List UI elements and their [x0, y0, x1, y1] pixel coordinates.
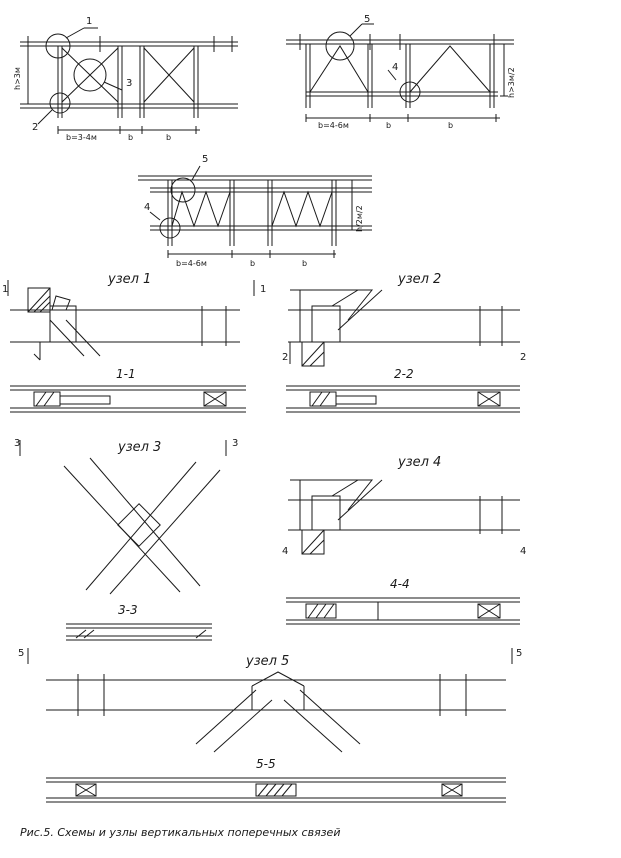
scheme-b-dim-b3: b [448, 121, 454, 130]
node-2-detail [288, 290, 520, 366]
scheme-a-dim-b2: b [128, 133, 134, 142]
node-4-detail [288, 480, 520, 554]
node-3-detail [20, 440, 226, 594]
figure-caption: Рис.5. Схемы и узлы вертикальных поперечных связей [20, 826, 341, 839]
callout-5-c: 5 [202, 154, 209, 165]
cut-marker-5-right: 5 [516, 648, 523, 659]
scheme-a-height-label: h>3м [13, 67, 22, 90]
cut-marker-2-left: 2 [282, 352, 289, 363]
cut-marker-1-right: 1 [260, 284, 267, 295]
callout-4-c: 4 [144, 202, 151, 213]
section-2-2 [286, 386, 520, 412]
node-5-title: узел 5 [246, 654, 290, 669]
section-4-4-title: 4-4 [390, 577, 410, 591]
section-5-5 [46, 778, 506, 802]
section-3-3-title: 3-3 [118, 603, 138, 617]
scheme-b [286, 24, 514, 122]
cut-marker-1-left: 1 [2, 284, 9, 295]
node-3-title: узел 3 [118, 440, 162, 455]
section-1-1-title: 1-1 [116, 367, 136, 381]
callout-1: 1 [86, 16, 93, 27]
cut-marker-4-left: 4 [282, 546, 289, 557]
scheme-a-dim-b1: b=3-4м [66, 133, 97, 142]
scheme-c-dim-b1: b=4-6м [176, 259, 207, 268]
node-2-title: узел 2 [398, 272, 442, 287]
scheme-b-dim-b2: b [386, 121, 392, 130]
callout-2: 2 [32, 122, 39, 133]
node-1-title: узел 1 [108, 272, 152, 287]
cut-marker-3-left: 3 [14, 438, 21, 449]
section-3-3 [66, 624, 212, 640]
section-5-5-title: 5-5 [256, 757, 276, 771]
scheme-c-dim-b2: b [250, 259, 256, 268]
node-4-title: узел 4 [398, 455, 442, 470]
cut-marker-3-right: 3 [232, 438, 239, 449]
scheme-b-dim-b1: b=4-6м [318, 121, 349, 130]
scheme-c [138, 166, 372, 258]
scheme-a-dim-b3: b [166, 133, 172, 142]
cut-marker-2-right: 2 [520, 352, 527, 363]
scheme-b-height-label: h>3м/2 [507, 67, 516, 98]
section-1-1 [10, 386, 246, 412]
scheme-c-dim-b3: b [302, 259, 308, 268]
cut-marker-5-left: 5 [18, 648, 25, 659]
scheme-c-height-label: h/2м/2 [355, 205, 364, 232]
callout-4-b: 4 [392, 62, 399, 73]
section-2-2-title: 2-2 [394, 367, 414, 381]
callout-3: 3 [126, 78, 133, 89]
section-4-4 [286, 598, 520, 624]
node-1-detail [8, 280, 254, 360]
cut-marker-4-right: 4 [520, 546, 527, 557]
callout-5-b: 5 [364, 14, 371, 25]
